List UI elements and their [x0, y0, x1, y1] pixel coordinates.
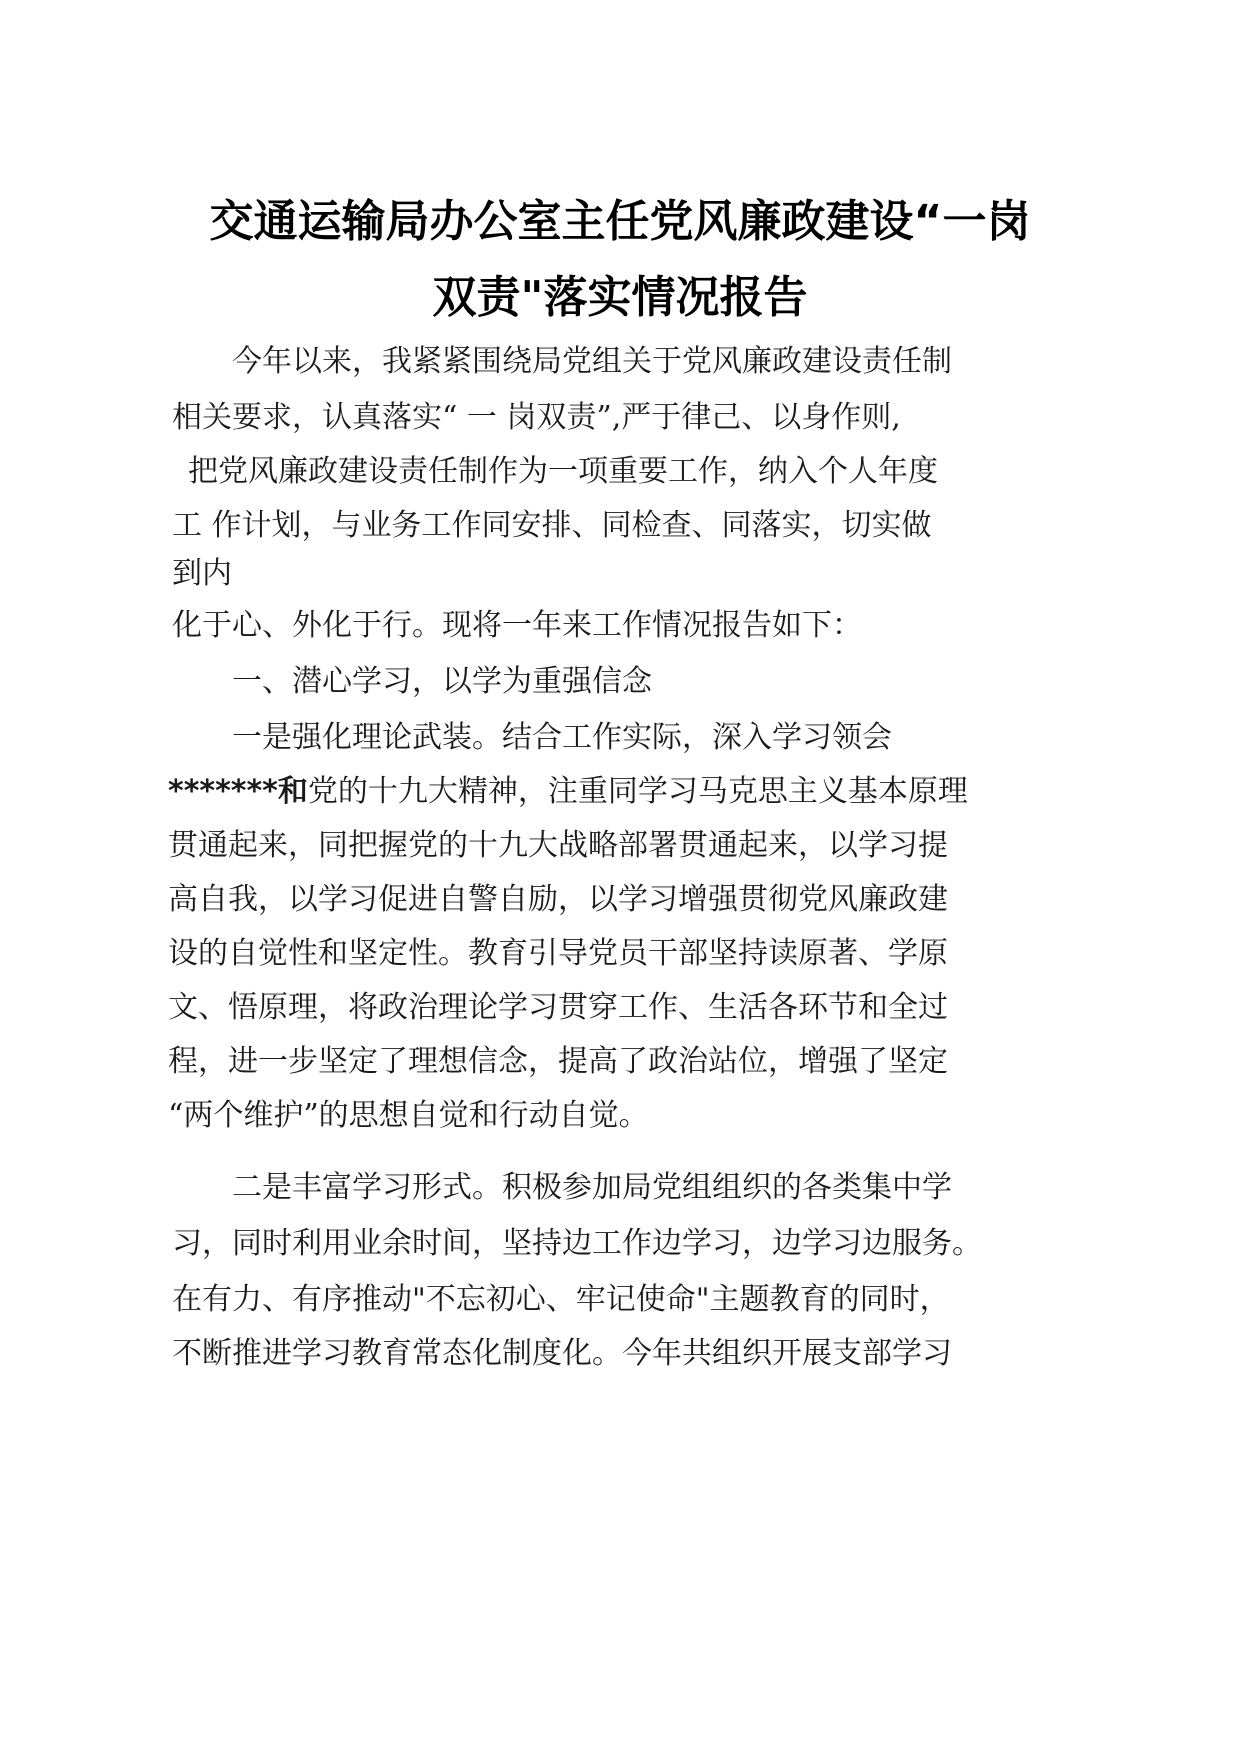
intro-line-4: 工 作计划，与业务工作同安排、同检查、同落实，切实做	[172, 508, 932, 543]
para1-line-2-rest: 党的十九大精神，注重同学习马克思主义基本原理	[307, 774, 968, 809]
para2-line-1: 二是丰富学习形式。积极参加局党组组织的各类集中学	[232, 1170, 952, 1205]
para1-line-4: 高自我，以学习促进自警自励，以学习增强贯彻党风廉政建	[168, 882, 948, 917]
para1-line-6: 文、悟原理，将政治理论学习贯穿工作、生活各环节和全过	[168, 990, 948, 1025]
intro-line-3: 把党风廉政建设责任制作为一项重要工作，纳入个人年度	[188, 454, 938, 489]
intro-line-6: 化于心、外化于行。现将一年来工作情况报告如下：	[172, 608, 862, 643]
para1-line-1: 一是强化理论武装。结合工作实际，深入学习领会	[232, 720, 892, 755]
para2-line-4: 不断推进学习教育常态化制度化。今年共组织开展支部学习	[172, 1336, 952, 1371]
intro-line-5: 到内	[172, 556, 232, 591]
para2-line-3: 在有力、有序推动"不忘初心、牢记使命"主题教育的同时，	[172, 1282, 950, 1317]
para1-line-2	[168, 770, 968, 814]
document-title-line-2: 双责"落实情况报告	[432, 272, 808, 323]
para1-line-3: 贯通起来，同把握党的十九大战略部署贯通起来，以学习提	[168, 828, 948, 863]
section-heading: 一、潜心学习，以学为重强信念	[232, 664, 652, 699]
para1-line-5: 设的自觉性和坚定性。教育引导党员干部坚持读原著、学原	[168, 936, 948, 971]
document-title-line-1: 交通运输局办公室主任党风廉政建设“一岗	[209, 196, 1031, 247]
intro-line-2: 相关要求，认真落实“ 一 岗双责”,严于律己、以身作则,	[172, 400, 901, 435]
para1-line-7: 程，进一步坚定了理想信念，提高了政治站位，增强了坚定	[168, 1044, 948, 1079]
para1-line-2-bold: *******和	[168, 774, 308, 809]
intro-line-1: 今年以来，我紧紧围绕局党组关于党风廉政建设责任制	[232, 344, 952, 379]
para2-line-2: 习，同时利用业余时间，坚持边工作边学习，边学习边服务。	[172, 1226, 982, 1261]
para1-line-8: “两个维护”的思想自觉和行动自觉。	[168, 1098, 649, 1133]
